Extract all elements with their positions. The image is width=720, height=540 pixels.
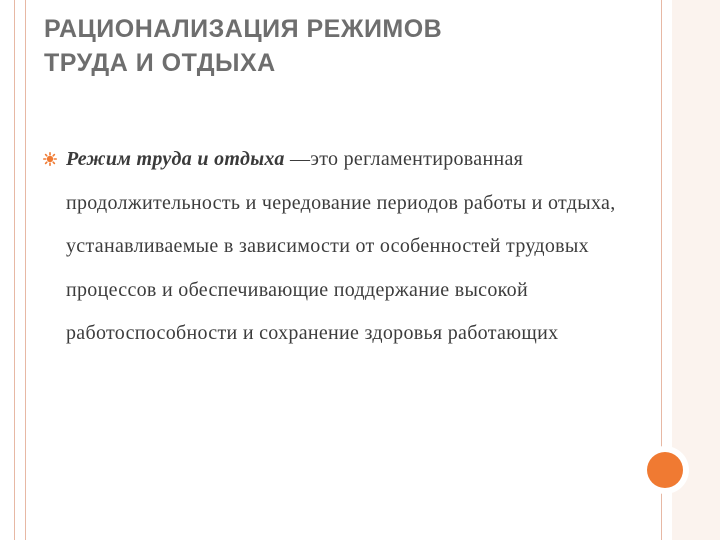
slide-title-line-2: ТРУДА И ОТДЫХА <box>44 49 276 77</box>
definition-text: —это регламентированная продолжительность и чередование периодов работы и отдыха, устанавливаемые в зависимости от особенностей трудовых процессов и обеспечивающие поддержание высокой работоспособности и сохранение здоровья работающих <box>66 148 616 345</box>
sun-bullet-icon <box>43 152 57 166</box>
orange-circle-decoration <box>641 446 689 494</box>
left-frame-border <box>14 0 26 540</box>
slide-title-line-1: РАЦИОНАЛИЗАЦИЯ РЕЖИМОВ <box>44 15 443 43</box>
definition-paragraph <box>66 138 646 356</box>
slide-title <box>44 12 644 80</box>
definition-term: Режим труда и отдыха <box>66 148 285 170</box>
